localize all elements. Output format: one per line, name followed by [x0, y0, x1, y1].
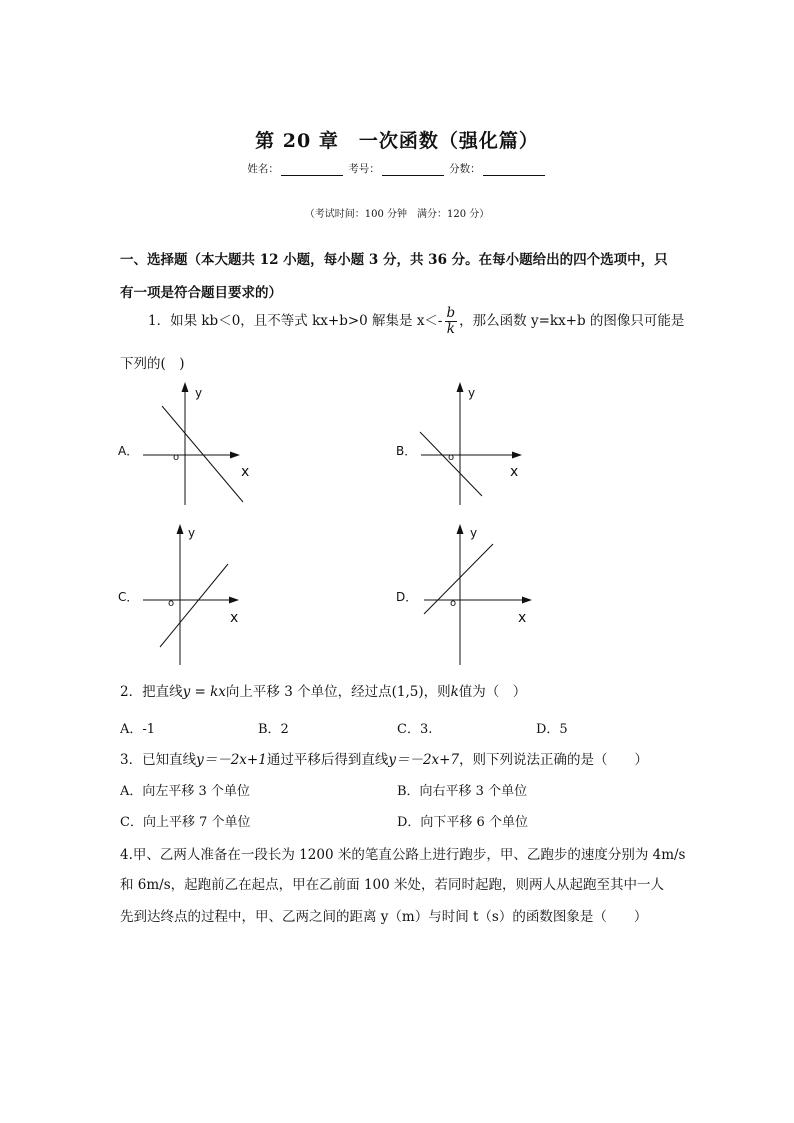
graph-c-y-arrow — [177, 524, 184, 534]
graph-d-line — [424, 544, 493, 614]
q2-option-b[interactable]: B．2 — [258, 722, 289, 737]
graph-c-origin: o — [168, 598, 175, 609]
q2-expr: y = kx — [182, 684, 226, 700]
graph-b-origin: o — [448, 452, 455, 463]
q1-frac-num: b — [446, 305, 456, 321]
graph-d-option: D． — [396, 590, 418, 604]
graph-d-origin: o — [450, 598, 457, 609]
q2-mid2: ，则 — [423, 684, 451, 700]
q2-option-a[interactable]: A．-1 — [120, 722, 156, 737]
q3-option-c[interactable]: C．向上平移 7 个单位 — [120, 815, 251, 830]
question-1-stem — [148, 306, 684, 337]
exam-note: （考试时间：100 分钟 满分：120 分） — [304, 209, 490, 220]
q3-expr2: y＝－2x+7 — [388, 752, 460, 768]
score-field[interactable] — [483, 164, 545, 176]
q2-point: (1,5) — [391, 684, 424, 700]
graph-b-x-label: x — [510, 464, 519, 480]
graph-c[interactable] — [118, 520, 268, 670]
graph-b-x-arrow — [512, 452, 522, 459]
graph-c-x-label: x — [230, 610, 239, 626]
section-header-line2: 有一项是符合题目要求的） — [120, 285, 282, 301]
graph-d-y-arrow — [457, 524, 464, 534]
q2-option-d[interactable]: D．5 — [536, 722, 568, 737]
graph-d-x-label: x — [518, 610, 527, 626]
question-4-line1: 4.甲、乙两人准备在一段长为 1200 米的笔直公路上进行跑步，甲、乙跑步的速度分别为 4m/s — [120, 847, 686, 863]
graph-b[interactable] — [396, 380, 546, 510]
question-4-line3: 先到达终点的过程中，甲、乙两之间的距离 y（m）与时间 t（s）的函数图象是（ ） — [120, 909, 648, 925]
graph-a-y-label: y — [195, 386, 203, 400]
score-label: 分数： — [449, 163, 481, 175]
graph-d-plot — [396, 520, 546, 670]
graph-c-option: C． — [118, 590, 139, 604]
question-3-stem — [120, 748, 648, 768]
q2-var: k — [450, 684, 459, 700]
q1-frac-den: k — [446, 321, 455, 337]
q2-suffix: 值为（ ） — [458, 684, 527, 700]
q2-prefix: 2．把直线 — [120, 684, 183, 700]
graph-c-x-arrow — [229, 597, 239, 604]
graph-d-y-label: y — [470, 526, 478, 540]
q3-expr1: y＝－2x+1 — [196, 752, 267, 768]
graph-c-y-label: y — [188, 526, 196, 540]
name-label: 姓名： — [247, 163, 279, 175]
q3-prefix: 3．已知直线 — [120, 752, 197, 768]
question-2-stem — [120, 680, 526, 700]
question-1-line2: 下列的( ) — [120, 356, 185, 372]
q3-option-a[interactable]: A．向左平移 3 个单位 — [120, 784, 250, 799]
graph-c-plot — [118, 520, 268, 670]
graph-a-y-arrow — [182, 382, 189, 392]
graph-a-plot — [118, 380, 268, 510]
graph-b-option: B． — [396, 444, 417, 458]
graph-b-y-label: y — [468, 386, 476, 400]
id-field[interactable] — [382, 164, 444, 176]
name-field[interactable] — [281, 164, 343, 176]
graph-d-x-arrow — [522, 597, 532, 604]
q3-option-d[interactable]: D．向下平移 6 个单位 — [397, 815, 528, 830]
graph-a-origin: o — [173, 452, 180, 463]
q3-option-b[interactable]: B．向右平移 3 个单位 — [397, 784, 528, 799]
q3-suffix: ，则下列说法正确的是（ ） — [459, 752, 649, 768]
graph-a-x-arrow — [230, 452, 240, 459]
q1-prefix: 1．如果 kb＜0，且不等式 kx+b>0 解集是 x＜- — [148, 313, 443, 329]
section-header-line1: 一、选择题（本大题共 12 小题，每小题 3 分，共 36 分。在每小题给出的四个选项中，只 — [120, 252, 668, 268]
graph-d[interactable] — [396, 520, 546, 670]
q3-mid: 通过平移后得到直线 — [266, 752, 389, 768]
q2-option-c[interactable]: C．3. — [397, 722, 433, 737]
q1-fraction — [445, 306, 458, 337]
graph-a[interactable] — [118, 380, 268, 510]
q2-mid: 向上平移 3 个单位，经过点 — [225, 684, 392, 700]
id-label: 考号： — [348, 163, 380, 175]
q1-suffix: ，那么函数 y=kx+b 的图像只可能是 — [459, 313, 685, 329]
question-4-line2: 和 6m/s，起跑前乙在起点，甲在乙前面 100 米处，若同时起跑，则两人从起跑至其中一人 — [120, 877, 665, 893]
page-title: 第 20 章 一次函数（强化篇） — [255, 130, 539, 152]
graph-a-option: A． — [118, 444, 139, 458]
graph-a-x-label: x — [241, 464, 250, 480]
graph-b-line — [420, 432, 482, 496]
graph-b-y-arrow — [457, 382, 464, 392]
student-info — [0, 161, 794, 176]
